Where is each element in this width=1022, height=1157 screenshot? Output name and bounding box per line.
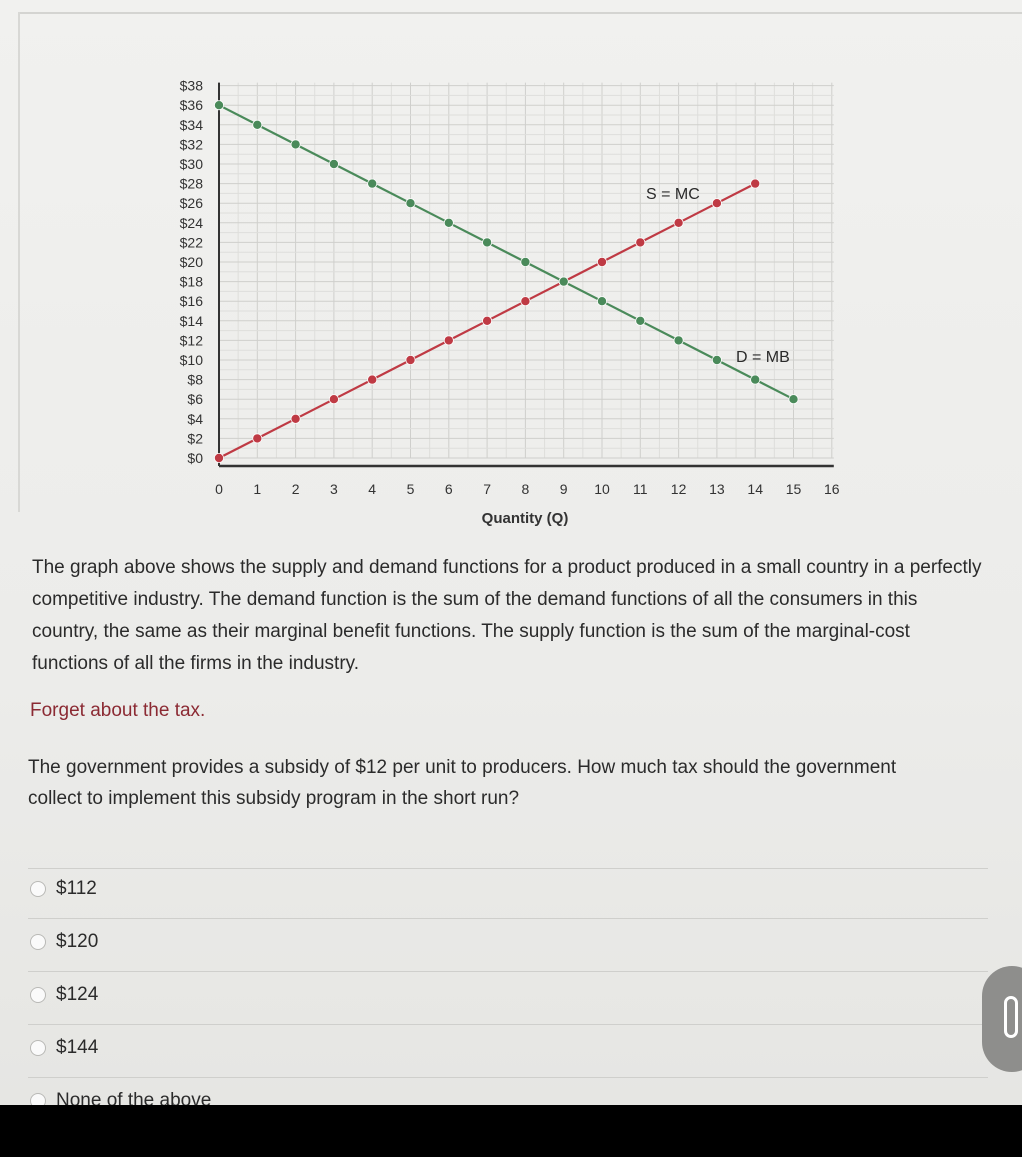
y-tick-labels xyxy=(180,78,204,466)
demand-point xyxy=(444,218,453,227)
supply-point xyxy=(751,179,760,188)
option-label: None of the above xyxy=(56,1090,212,1105)
y-tick-label: $30 xyxy=(179,156,203,172)
supply-point xyxy=(406,355,415,364)
y-tick-label: $4 xyxy=(187,410,203,427)
option-124[interactable] xyxy=(30,980,98,1010)
option-divider xyxy=(28,1077,988,1078)
x-tick-label: 15 xyxy=(785,481,802,497)
option-divider xyxy=(28,918,988,919)
scroll-icon xyxy=(1004,996,1018,1038)
radio-icon[interactable] xyxy=(30,934,46,950)
option-divider xyxy=(28,868,988,869)
note-text: Forget about the tax. xyxy=(30,700,206,721)
y-tick-label: $28 xyxy=(179,175,203,192)
y-tick-label: $34 xyxy=(179,116,203,133)
y-tick-label: $38 xyxy=(179,77,203,94)
y-tick-label: $2 xyxy=(187,430,203,447)
y-tick-label: $8 xyxy=(187,371,203,388)
option-divider xyxy=(28,971,988,972)
supply-point xyxy=(597,257,606,266)
chart-axes xyxy=(219,83,834,466)
scroll-widget[interactable] xyxy=(982,966,1022,1072)
supply-point xyxy=(291,414,300,423)
question-text xyxy=(32,552,982,680)
x-tick-label: 7 xyxy=(483,481,491,497)
supply-point xyxy=(483,316,492,325)
demand-point xyxy=(483,238,492,247)
supply-point xyxy=(521,297,530,306)
demand-point xyxy=(214,101,223,110)
demand-point xyxy=(368,179,377,188)
option-label: $120 xyxy=(56,931,99,952)
option-none-of-the-above[interactable] xyxy=(30,1086,211,1105)
bottom-black-bar xyxy=(0,1105,1022,1157)
y-tick-label: $14 xyxy=(179,312,203,329)
x-tick-label: 1 xyxy=(253,481,262,497)
option-label: $144 xyxy=(56,1037,99,1058)
chart-grid xyxy=(219,83,834,458)
x-tick-label: 11 xyxy=(633,481,648,497)
x-tick-label: 16 xyxy=(824,481,840,497)
radio-icon[interactable] xyxy=(30,881,46,897)
x-tick-label: 12 xyxy=(670,481,687,497)
x-tick-label: 13 xyxy=(709,481,725,497)
option-120[interactable] xyxy=(30,927,98,957)
x-tick-label: 2 xyxy=(291,481,300,497)
x-tick-label: 3 xyxy=(330,481,338,497)
y-tick-label: $16 xyxy=(179,293,203,310)
option-112[interactable] xyxy=(30,874,97,904)
radio-icon[interactable] xyxy=(30,1040,46,1056)
y-tick-label: $32 xyxy=(179,136,203,153)
y-tick-label: $0 xyxy=(187,450,203,466)
x-tick-label: 6 xyxy=(444,481,453,497)
demand-point xyxy=(559,277,568,286)
y-tick-label: $18 xyxy=(179,273,203,290)
y-tick-label: $12 xyxy=(179,332,203,349)
option-label: $124 xyxy=(56,984,99,1005)
demand-point xyxy=(674,336,683,345)
supply-demand-chart xyxy=(0,0,1022,540)
y-tick-label: $26 xyxy=(179,195,203,212)
demand-point xyxy=(329,159,338,168)
supply-point xyxy=(214,453,223,462)
supply-point xyxy=(329,395,338,404)
y-tick-label: $36 xyxy=(179,97,203,114)
demand-point xyxy=(789,395,798,404)
demand-point xyxy=(597,297,606,306)
y-tick-label: $6 xyxy=(187,391,203,408)
x-tick-labels xyxy=(215,481,840,497)
supply-point xyxy=(444,336,453,345)
x-tick-label: 10 xyxy=(594,481,610,497)
x-tick-label: 4 xyxy=(368,481,377,497)
supply-point xyxy=(636,238,645,247)
option-divider xyxy=(28,1024,988,1025)
option-label: $112 xyxy=(56,878,97,899)
demand-point xyxy=(291,140,300,149)
radio-icon[interactable] xyxy=(30,987,46,1003)
y-tick-label: $22 xyxy=(179,234,203,251)
prompt-text: The government provides a subsidy of $12 per unit to producers. How much tax should the government collect to implement this subsidy program in the short run? xyxy=(28,757,897,809)
demand-point xyxy=(253,120,262,129)
supply-series-label: S = MC xyxy=(646,186,700,203)
demand-point xyxy=(406,199,415,208)
supply-point xyxy=(712,199,721,208)
demand-point xyxy=(636,316,645,325)
y-tick-label: $10 xyxy=(179,352,203,368)
x-tick-label: 14 xyxy=(747,481,763,497)
question-paragraph: The graph above shows the supply and demand functions for a product produced in a small country in a perfectly competitive industry. The demand function is the sum of the demand functions of all the consumers in this country, the same as their marginal benefit functions. The supply function is the sum of the marginal-cost functions of all the firms in the industry. xyxy=(32,557,982,674)
demand-point xyxy=(712,355,721,364)
radio-icon[interactable] xyxy=(30,1093,46,1105)
option-144[interactable] xyxy=(30,1033,98,1063)
x-tick-label: 9 xyxy=(559,481,568,497)
supply-point xyxy=(368,375,377,384)
demand-series-label: D = MB xyxy=(736,349,790,366)
x-tick-label: 5 xyxy=(406,481,415,497)
y-tick-label: $20 xyxy=(179,254,203,270)
x-tick-label: 0 xyxy=(215,481,223,497)
y-tick-label: $24 xyxy=(179,214,203,231)
supply-point xyxy=(674,218,683,227)
x-axis-title: Quantity (Q) xyxy=(481,510,569,527)
supply-point xyxy=(253,434,262,443)
demand-point xyxy=(751,375,760,384)
x-tick-label: 8 xyxy=(521,481,530,497)
demand-point xyxy=(521,257,530,266)
